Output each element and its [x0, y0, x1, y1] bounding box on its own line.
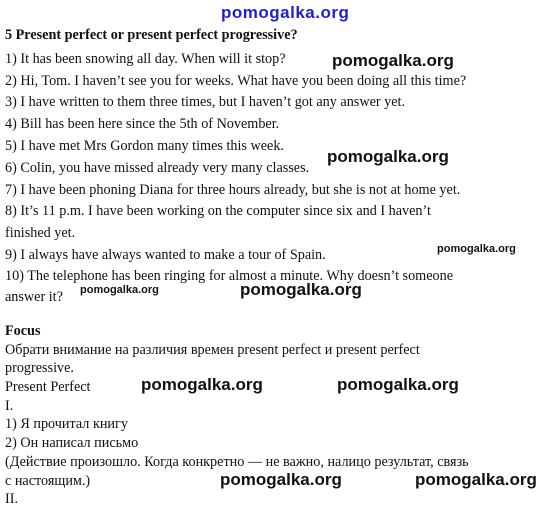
sentence-8-continued: finished yet.	[5, 225, 76, 241]
sentence-9: 9) I always have always wanted to make a tour of Spain.	[5, 247, 326, 263]
watermark: pomogalka.org	[337, 375, 459, 394]
roman-numeral-one: I.	[5, 398, 14, 414]
watermark-top: pomogalka.org	[221, 3, 350, 22]
watermark: pomogalka.org	[80, 284, 159, 296]
sentence-3: 3) I have written to them three times, but I haven’t got any answer yet.	[5, 94, 406, 110]
sentence-10: 10) The telephone has been ringing for almost a minute. Why doesn’t someone	[5, 268, 453, 284]
watermark: pomogalka.org	[415, 470, 537, 489]
focus-intro-line-1: Обрати внимание на различия времен present perfect и present perfect	[5, 342, 420, 358]
watermark: pomogalka.org	[332, 51, 454, 70]
watermark: pomogalka.org	[141, 375, 263, 394]
sentence-2: 2) Hi, Tom. I haven’t see you for weeks. What have you been doing all this time?	[5, 73, 467, 89]
exercise-title: 5 Present perfect or present perfect progressive?	[5, 27, 298, 43]
example-2: 2) Он написал письмо	[5, 435, 139, 451]
note-line-2: с настоящим.)	[5, 473, 91, 489]
sentence-1: 1) It has been snowing all day. When will it stop?	[5, 51, 286, 67]
roman-numeral-two: II.	[5, 491, 18, 507]
watermark: pomogalka.org	[240, 280, 362, 299]
sentence-6: 6) Colin, you have missed already very many classes.	[5, 160, 310, 176]
example-1: 1) Я прочитал книгу	[5, 416, 128, 432]
sentence-5: 5) I have met Mrs Gordon many times this week.	[5, 138, 284, 154]
watermark: pomogalka.org	[327, 147, 449, 166]
sentence-10-continued: answer it?	[5, 289, 63, 305]
sentence-7: 7) I have been phoning Diana for three hours already, but she is not at home yet.	[5, 182, 461, 198]
focus-heading: Focus	[5, 323, 41, 339]
focus-intro-line-2: progressive.	[5, 360, 74, 376]
watermark: pomogalka.org	[220, 470, 342, 489]
sentence-4: 4) Bill has been here since the 5th of November.	[5, 116, 280, 132]
note-line-1: (Действие произошло. Когда конкретно — не важно, налицо результат, связь	[5, 454, 469, 470]
tense-label: Present Perfect	[5, 379, 91, 395]
watermark: pomogalka.org	[437, 243, 516, 255]
sentence-8: 8) It’s 11 p.m. I have been working on the computer since six and I haven’t	[5, 203, 431, 219]
